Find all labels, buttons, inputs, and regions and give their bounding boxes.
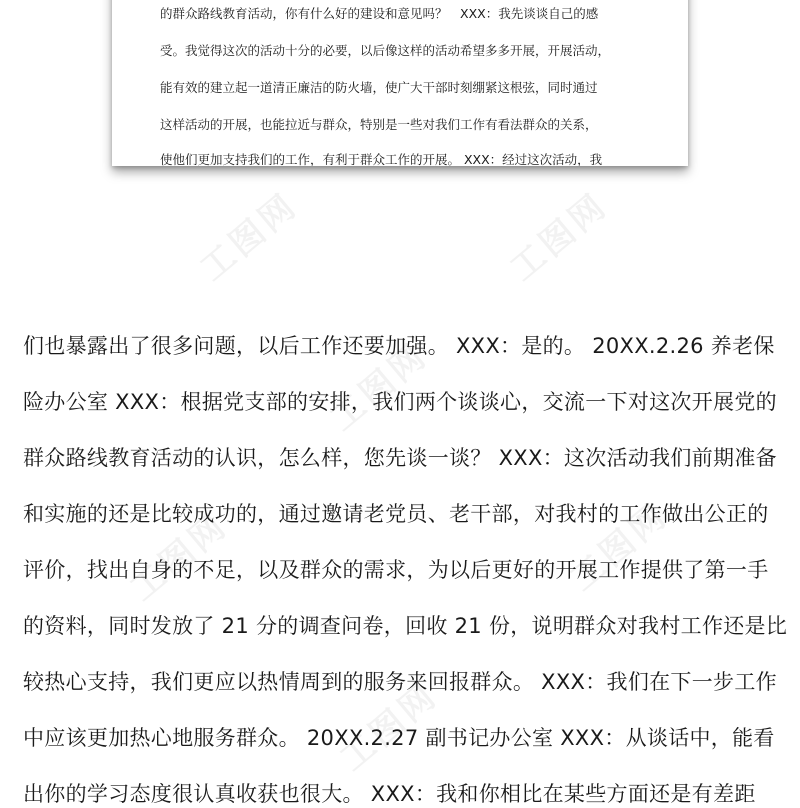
body-line: 险办公室 XXX：根据党支部的安排，我们两个谈谈心，交流一下对这次开展党的 bbox=[23, 390, 777, 414]
body-line: 评价，找出自身的不足，以及群众的需求，为以后更好的开展工作提供了第一手 bbox=[23, 558, 769, 582]
preview-line: 使他们更加支持我们的工作，有利于群众工作的开展。 XXX：经过这次活动，我 bbox=[160, 152, 603, 166]
preview-line: 这样活动的开展，也能拉近与群众，特别是一些对我们工作有看法群众的关系， bbox=[160, 117, 598, 132]
body-line: 们也暴露出了很多问题，以后工作还要加强。 XXX：是的。 20XX.2.26 养老保 bbox=[23, 334, 775, 358]
document-preview-card bbox=[112, 0, 688, 166]
body-line: 较热心支持，我们更应以热情周到的服务来回报群众。 XXX：我们在下一步工作 bbox=[23, 670, 777, 694]
preview-line: 的群众路线教育活动，你有什么好的建设和意见吗？ XXX：我先谈谈自己的感 bbox=[160, 6, 599, 21]
watermark: 工图网 bbox=[192, 185, 306, 290]
body-line: 出你的学习态度很认真收获也很大。 XXX：我和你相比在某些方面还是有差距 bbox=[23, 782, 756, 806]
watermark: 工图网 bbox=[122, 505, 236, 610]
watermark: 工图网 bbox=[502, 185, 616, 290]
body-line: 群众路线教育活动的认识，怎么样，您先谈一谈？ XXX：这次活动我们前期准备 bbox=[23, 446, 777, 470]
preview-line: 能有效的建立起一道清正廉洁的防火墙，使广大干部时刻绷紧这根弦，同时通过 bbox=[160, 80, 598, 95]
body-line: 的资料，同时发放了 21 分的调查问卷，回收 21 份，说明群众对我村工作还是比 bbox=[23, 614, 788, 638]
watermark: 工图网 bbox=[332, 675, 446, 780]
body-line: 和实施的还是比较成功的，通过邀请老党员、老干部，对我村的工作做出公正的 bbox=[23, 502, 769, 526]
preview-line: 受。我觉得这次的活动十分的必要，以后像这样的活动希望多多开展，开展活动， bbox=[160, 43, 611, 58]
body-line: 中应该更加热心地服务群众。 20XX.2.27 副书记办公室 XXX：从谈话中，能看 bbox=[23, 726, 775, 750]
watermark: 工图网 bbox=[322, 335, 436, 440]
watermark: 工图网 bbox=[562, 495, 676, 600]
